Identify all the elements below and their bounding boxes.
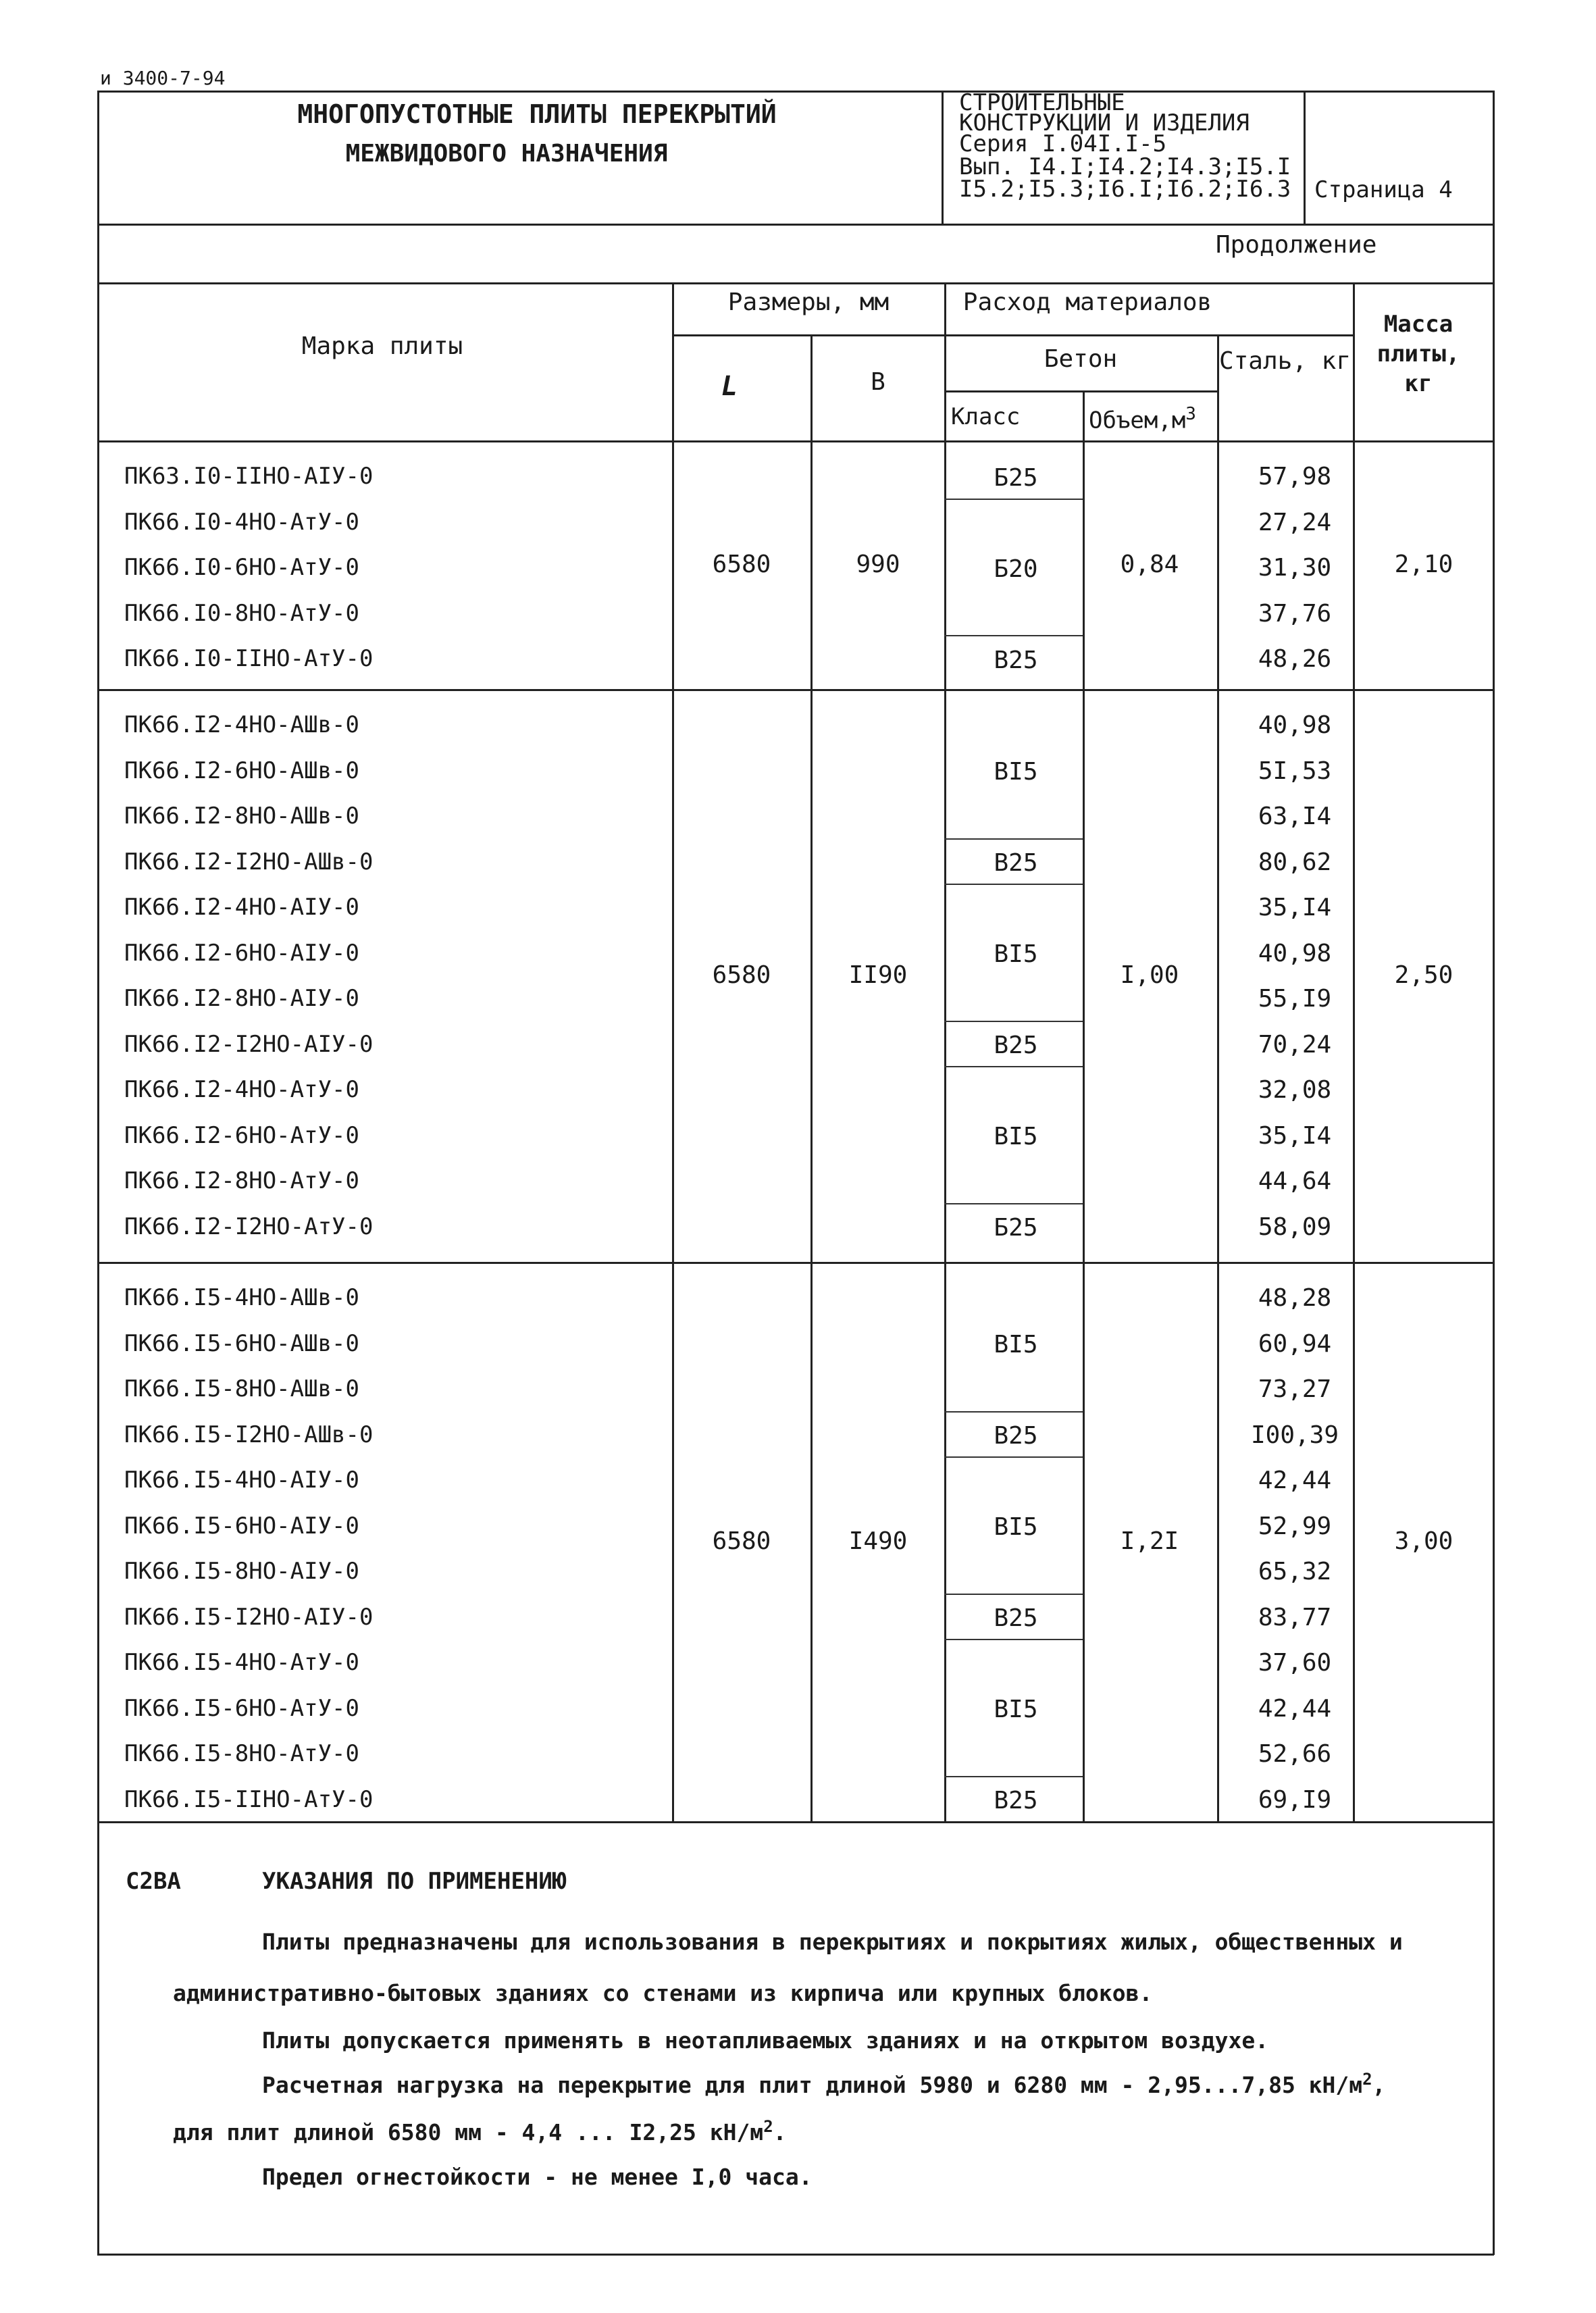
notes-p3b-text: для плит длиной 6580 мм - 4,4 ... I2,25 кН/м xyxy=(173,2119,764,2145)
row-steel: 69,I9 xyxy=(1258,1785,1332,1814)
group-mass: 2,50 xyxy=(1394,961,1453,989)
row-mark: ПК66.I0-8НО-АтУ-0 xyxy=(124,599,359,627)
notes-code: С2ВА xyxy=(126,1868,181,1895)
class-divider xyxy=(944,1639,1083,1640)
row-steel: 35,I4 xyxy=(1258,894,1332,921)
row-steel: 60,94 xyxy=(1258,1329,1332,1358)
class-label: В25 xyxy=(994,1422,1038,1450)
group-L: 6580 xyxy=(712,1527,771,1555)
class-label: Б25 xyxy=(994,463,1038,492)
row-mark: ПК66.I0-IIНО-АтУ-0 xyxy=(124,645,374,672)
series-line4: Вып. I4.I;I4.2;I4.3;I5.I xyxy=(959,153,1291,180)
notes-p3a-text: Расчетная нагрузка на перекрытие для плит длиной 5980 и 6280 мм - 2,95...7,85 кН/м xyxy=(262,2072,1363,2098)
class-label: В25 xyxy=(994,849,1038,878)
group-mass: 2,10 xyxy=(1394,551,1453,578)
group-volume: I,00 xyxy=(1120,961,1179,989)
row-mark: ПК66.I2-6НО-АШв-0 xyxy=(124,757,359,784)
group-B: 990 xyxy=(856,551,900,578)
row-steel: 70,24 xyxy=(1258,1030,1332,1059)
row-steel: 65,32 xyxy=(1258,1558,1332,1585)
notes-heading: УКАЗАНИЯ ПО ПРИМЕНЕНИЮ xyxy=(262,1868,567,1895)
header-volume-sup: 3 xyxy=(1185,404,1196,424)
header-L: L xyxy=(721,371,738,402)
group-B: II90 xyxy=(848,961,908,989)
row-steel: 83,77 xyxy=(1258,1603,1332,1631)
row-mark: ПК66.I2-I2НО-АтУ-0 xyxy=(124,1213,374,1240)
class-divider xyxy=(944,635,1083,636)
notes-p4: Предел огнестойкости - не менее I,0 часа. xyxy=(262,2164,813,2190)
row-mark: ПК63.I0-IIНО-АIУ-0 xyxy=(124,463,374,490)
row-mark: ПК66.I2-8НО-АтУ-0 xyxy=(124,1167,359,1194)
row-steel: 5I,53 xyxy=(1258,757,1332,785)
class-label: Б20 xyxy=(994,555,1038,583)
row-steel: 57,98 xyxy=(1258,463,1332,490)
notes-p3a-end: , xyxy=(1372,2072,1386,2098)
document-title-line1: МНОГОПУСТОТНЫЕ ПЛИТЫ ПЕРЕКРЫТИЙ xyxy=(297,99,777,129)
group-divider xyxy=(97,1262,1494,1264)
class-label: ВI5 xyxy=(994,1123,1038,1151)
header-mass: Масса плиты, кг xyxy=(1376,311,1460,398)
row-steel: 42,44 xyxy=(1258,1694,1332,1723)
row-steel: 37,76 xyxy=(1258,599,1332,628)
notes-p3b-end: . xyxy=(773,2119,787,2145)
row-mark: ПК66.I5-6НО-АтУ-0 xyxy=(124,1694,359,1722)
row-mark: ПК66.I2-I2НО-АШв-0 xyxy=(124,848,374,875)
row-steel: 73,27 xyxy=(1258,1375,1332,1403)
row-mark: ПК66.I0-4НО-АтУ-0 xyxy=(124,508,359,536)
page-label: Страница 4 xyxy=(1314,176,1453,203)
notes-p3a-sup: 2 xyxy=(1362,2070,1372,2089)
row-steel: 44,64 xyxy=(1258,1167,1332,1195)
group-L: 6580 xyxy=(712,961,771,989)
row-mark: ПК66.I5-8НО-АIУ-0 xyxy=(124,1558,359,1585)
row-mark: ПК66.I5-6НО-АIУ-0 xyxy=(124,1512,359,1540)
row-mark: ПК66.I5-8НО-АШв-0 xyxy=(124,1375,359,1402)
series-line3: Серия I.04I.I-5 xyxy=(959,130,1167,157)
row-mark: ПК66.I2-4НО-АтУ-0 xyxy=(124,1076,359,1103)
row-mark: ПК66.I0-6НО-АтУ-0 xyxy=(124,554,359,581)
row-steel: 27,24 xyxy=(1258,508,1332,536)
class-label: Б25 xyxy=(994,1214,1038,1242)
class-label: В25 xyxy=(994,1787,1038,1815)
class-label: В25 xyxy=(994,1032,1038,1060)
row-mark: ПК66.I5-IIНО-АтУ-0 xyxy=(124,1785,374,1813)
class-label: ВI5 xyxy=(994,1696,1038,1724)
row-mark: ПК66.I5-4НО-АIУ-0 xyxy=(124,1467,359,1494)
class-label: ВI5 xyxy=(994,1331,1038,1359)
series-line2: КОНСТРУКЦИИ И ИЗДЕЛИЯ xyxy=(959,109,1250,136)
row-steel: 31,30 xyxy=(1258,554,1332,582)
notes-p3b xyxy=(173,2118,787,2143)
header-class: Класс xyxy=(951,403,1021,430)
notes-p3b-sup: 2 xyxy=(763,2117,773,2136)
group-mass: 3,00 xyxy=(1394,1527,1453,1555)
row-mark: ПК66.I2-8НО-АШв-0 xyxy=(124,803,359,830)
row-steel: 52,66 xyxy=(1258,1740,1332,1768)
class-label: ВI5 xyxy=(994,758,1038,786)
continuation-label: Продолжение xyxy=(1216,231,1377,259)
row-steel: 48,28 xyxy=(1258,1284,1332,1312)
class-divider xyxy=(944,1066,1083,1067)
group-volume: I,2I xyxy=(1120,1527,1179,1555)
header-concrete: Бетон xyxy=(1044,345,1118,373)
row-mark: ПК66.I2-6НО-АтУ-0 xyxy=(124,1121,359,1149)
group-B: I490 xyxy=(848,1527,908,1555)
document-title-line2: МЕЖВИДОВОГО НАЗНАЧЕНИЯ xyxy=(345,140,668,168)
row-steel: 55,I9 xyxy=(1258,985,1332,1013)
row-steel: 48,26 xyxy=(1258,645,1332,673)
row-steel: 80,62 xyxy=(1258,848,1332,876)
header-volume-text: Объем,м xyxy=(1089,407,1186,434)
header-B: B xyxy=(871,368,885,396)
class-divider xyxy=(944,1594,1083,1595)
row-steel: 58,09 xyxy=(1258,1213,1332,1241)
series-line5: I5.2;I5.3;I6.I;I6.2;I6.3 xyxy=(959,176,1291,203)
class-divider xyxy=(944,1021,1083,1022)
class-divider xyxy=(944,1411,1083,1413)
notes-p3a xyxy=(262,2071,1385,2096)
notes-p2: Плиты допускается применять в неотапливаемых зданиях и на открытом воздухе. xyxy=(262,2027,1269,2054)
row-steel: 37,60 xyxy=(1258,1649,1332,1677)
class-divider xyxy=(944,1203,1083,1204)
header-sizes: Размеры, мм xyxy=(727,288,890,316)
row-mark: ПК66.I5-4НО-АШв-0 xyxy=(124,1284,359,1311)
class-divider xyxy=(944,884,1083,885)
row-steel: I00,39 xyxy=(1250,1421,1339,1449)
row-steel: 40,98 xyxy=(1258,939,1332,967)
row-mark: ПК66.I5-4НО-АтУ-0 xyxy=(124,1649,359,1676)
class-label: В25 xyxy=(994,646,1038,674)
row-steel: 32,08 xyxy=(1258,1076,1332,1104)
class-divider xyxy=(944,838,1083,840)
row-mark: ПК66.I5-6НО-АШв-0 xyxy=(124,1329,359,1357)
row-mark: ПК66.I2-I2НО-АIУ-0 xyxy=(124,1030,374,1058)
row-mark: ПК66.I5-I2НО-АШв-0 xyxy=(124,1421,374,1448)
class-label: ВI5 xyxy=(994,1513,1038,1542)
series-line1: СТРОИТЕЛЬНЫЕ xyxy=(959,89,1125,116)
row-steel: 40,98 xyxy=(1258,711,1332,739)
row-mark: ПК66.I5-8НО-АтУ-0 xyxy=(124,1740,359,1767)
header-mark: Марка плиты xyxy=(301,332,463,360)
header-materials: Расход материалов xyxy=(962,288,1212,316)
class-divider xyxy=(944,1456,1083,1458)
header-volume xyxy=(1089,405,1196,432)
notes-p1a: Плиты предназначены для использования в перекрытиях и покрытиях жилых, общественных и xyxy=(262,1929,1403,1955)
class-label: В25 xyxy=(994,1604,1038,1633)
class-label: ВI5 xyxy=(994,940,1038,969)
document-code: и 3400-7-94 xyxy=(100,67,226,89)
group-divider xyxy=(97,689,1494,691)
group-L: 6580 xyxy=(712,551,771,578)
row-mark: ПК66.I2-8НО-АIУ-0 xyxy=(124,985,359,1012)
class-divider xyxy=(944,499,1083,500)
row-steel: 42,44 xyxy=(1258,1467,1332,1494)
row-mark: ПК66.I5-I2НО-АIУ-0 xyxy=(124,1603,374,1631)
row-mark: ПК66.I2-4НО-АIУ-0 xyxy=(124,894,359,921)
row-steel: 63,I4 xyxy=(1258,803,1332,830)
row-mark: ПК66.I2-4НО-АШв-0 xyxy=(124,711,359,738)
row-mark: ПК66.I2-6НО-АIУ-0 xyxy=(124,939,359,967)
notes-p1b: административно-бытовых зданиях со стенами из кирпича или крупных блоков. xyxy=(173,1980,1153,2006)
header-steel: Сталь, кг xyxy=(1218,347,1352,375)
row-steel: 35,I4 xyxy=(1258,1121,1332,1150)
class-divider xyxy=(944,1776,1083,1777)
row-steel: 52,99 xyxy=(1258,1512,1332,1540)
group-volume: 0,84 xyxy=(1120,551,1179,578)
